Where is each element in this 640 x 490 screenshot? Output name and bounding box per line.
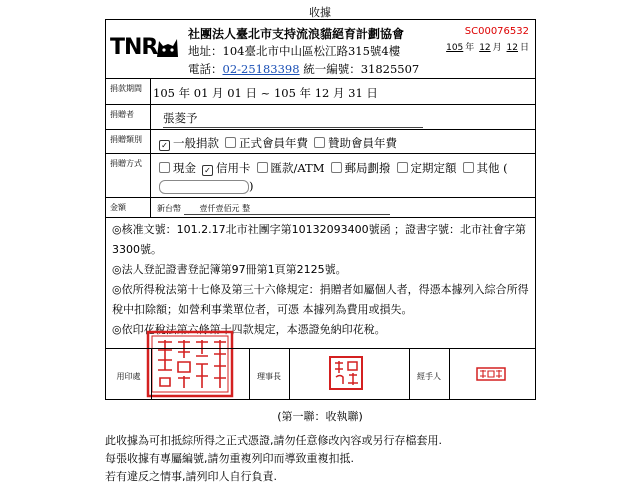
donor-row [106,104,535,130]
amount-prefix: 新台幣 [157,204,181,213]
checkbox-checked-icon[interactable]: ✓ [202,165,213,176]
org-contact [188,61,419,77]
handler-seal-stamp [476,367,506,381]
cat-icon [154,33,180,59]
category-option-label: 一般捐款 [173,136,219,150]
checkbox-icon[interactable] [397,162,408,173]
category-label: 捐贈類別 [106,130,151,154]
footer-line-3: 若有違反之情事,請列印人自行負責. [105,470,277,483]
method-row [106,153,535,198]
serial-number: SC00076532 [464,26,529,37]
category-options [153,130,535,154]
tax-id: 統一編號：31825507 [303,62,420,76]
method-option-label: 匯款/ATM [270,161,325,175]
amount-value-wrap [153,198,535,218]
amount-row [106,197,535,218]
chair-label: 理事長 [257,372,281,381]
category-option[interactable] [159,135,219,151]
seal-label: 用印處 [116,372,141,381]
note-registration: ◎法人登記證書登記簿第97冊第1頁第2125號。 [112,263,347,276]
checkbox-icon[interactable] [463,162,474,173]
category-option[interactable] [225,135,308,151]
method-option[interactable] [463,159,508,177]
copy-note: (第一聯：收執聯) [277,410,363,423]
logo-text: TNR [110,35,158,60]
other-method-input[interactable] [159,180,249,194]
date-month: 12 [479,43,491,53]
note-tax-deduction: ◎依所得稅法第十七條及第三十六條規定：捐贈者如屬個人者，得憑本據列入綜合所得稅中扣除額；如營利事業單位者，可憑 本據列為費用或損失。 [112,283,529,316]
method-option[interactable] [257,159,325,177]
tnr-logo [110,29,182,69]
method-option-label: 定期定額 [410,161,457,175]
method-options [153,154,535,198]
checkbox-icon[interactable] [225,137,236,148]
method-close: ) [249,179,254,193]
method-option[interactable] [202,159,251,177]
method-label: 捐贈方式 [106,154,151,198]
method-option[interactable] [159,159,196,177]
period-label: 捐款期間 [106,79,151,105]
method-option-label: 其他 ( [476,161,508,175]
document-title: 收據 [309,6,331,19]
signature-row [106,348,535,400]
handler-label: 經手人 [417,372,441,381]
chairman-seal-stamp [328,355,364,391]
phone-link[interactable]: 02-25183398 [222,62,300,76]
date-month-unit: 月 [492,43,502,53]
phone-label: 電話： [188,62,223,76]
footer-line-1: 此收據為可扣抵綜所得之正式憑證,請勿任意修改內容或另行存檔套用. [105,434,442,447]
method-option[interactable] [331,159,391,177]
date-year-unit: 年 [465,43,475,53]
donor-name: 張菱予 [163,110,423,128]
category-option[interactable] [314,135,397,151]
note-approval: ◎核准文號：101.2.17北市社團字第10132093400號函 ；證書字號：北市社會字第3300號。 [112,223,527,256]
method-option-label: 信用卡 [216,161,251,175]
category-row [106,129,535,154]
amount-value: 壹仟壹佰元 整 [184,203,390,215]
note-stamp-duty: ◎依印花稅法第六條第十四款規定，本憑證免納印花稅。 [112,323,386,336]
amount-label: 金額 [106,198,151,218]
receipt-header [106,20,535,78]
method-option-label: 現金 [173,161,196,175]
receipt [105,19,536,400]
donor-value-wrap [153,105,535,130]
checkbox-icon[interactable] [257,162,268,173]
method-option[interactable] [397,159,457,177]
issue-date [444,40,529,53]
method-option-label: 郵局劃撥 [344,161,391,175]
org-name: 社團法人臺北市支持流浪貓絕育計劃協會 [188,27,405,41]
date-day-unit: 日 [519,43,529,53]
category-option-label: 贊助會員年費 [328,136,397,150]
footer-notes [105,432,442,486]
legal-notes [106,217,535,348]
date-year: 105 [446,43,464,53]
period-row [106,78,535,105]
period-value: 105 年 01 月 01 日 ~ 105 年 12 月 31 日 [153,86,378,100]
category-option-label: 正式會員年費 [239,136,308,150]
checkbox-icon[interactable] [331,162,342,173]
footer-line-2: 每張收據有專屬編號,請勿重複列印而導致重複扣抵. [105,452,354,465]
donor-label: 捐贈者 [106,105,151,130]
date-day: 12 [506,43,518,53]
org-address: 地址：104臺北市中山區松江路315號4樓 [188,44,401,58]
checkbox-icon[interactable] [314,137,325,148]
checkbox-icon[interactable] [159,162,170,173]
checkbox-checked-icon[interactable]: ✓ [159,140,170,151]
